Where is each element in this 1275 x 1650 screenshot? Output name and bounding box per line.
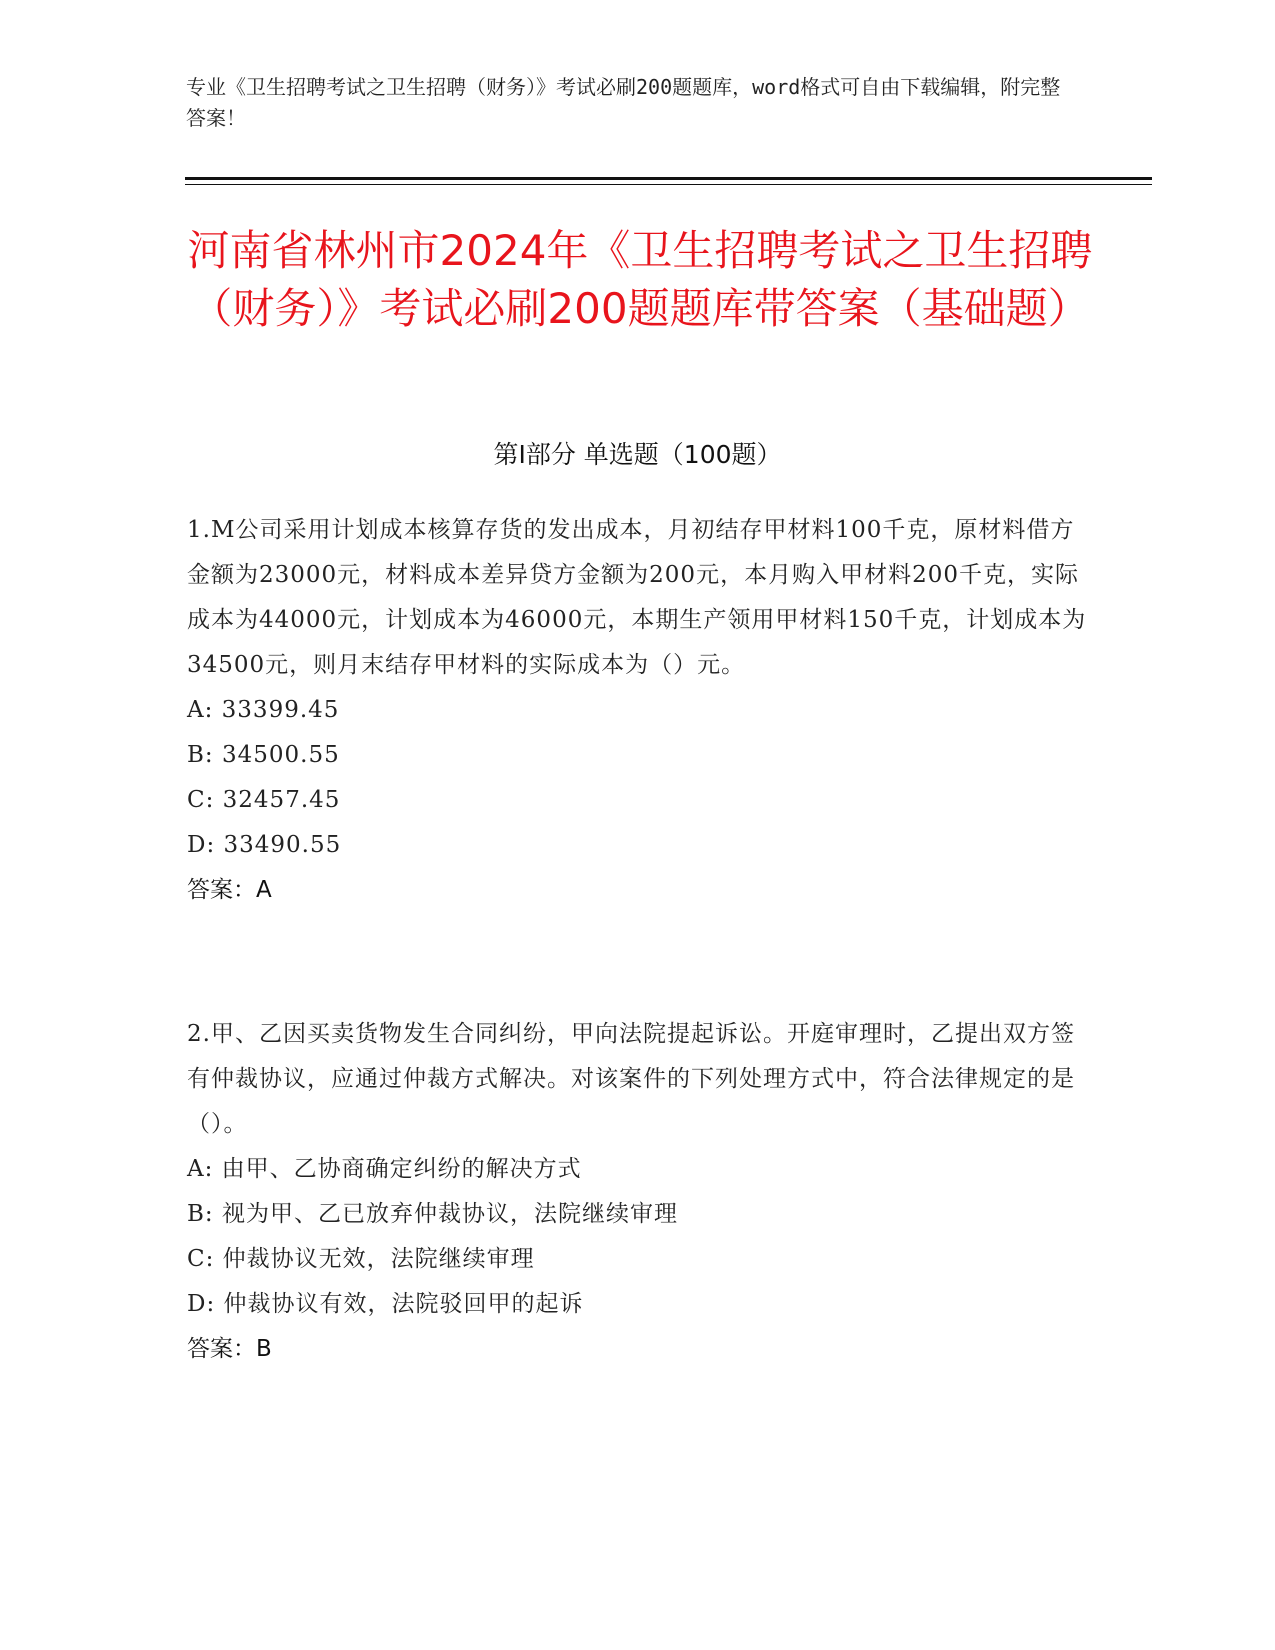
document-title: 河南省林州市2024年《卫生招聘考试之卫生招聘（财务）》考试必刷200题题库带答案（基础题）: [187, 226, 1093, 333]
option-d: D: 33490.55: [187, 832, 342, 858]
header-divider-thick: [185, 177, 1152, 180]
option-d: D: 仲裁协议有效，法院驳回甲的起诉: [187, 1291, 584, 1317]
answer: 答案：B: [187, 1336, 272, 1362]
question-stem: 2.甲、乙因买卖货物发生合同纠纷，甲向法院提起诉讼。开庭审理时，乙提出双方签有仲裁协议，应通过仲裁方式解决。对该案件的下列处理方式中，符合法律规定的是（）。: [187, 1021, 1075, 1137]
option-c: C: 仲裁协议无效，法院继续审理: [187, 1246, 535, 1272]
option-a: A: 33399.45: [187, 697, 340, 723]
header-note: 专业《卫生招聘考试之卫生招聘（财务）》考试必刷200题题库，word格式可自由下载编辑，附完整答案！: [186, 75, 1061, 130]
header-divider-thin: [185, 184, 1152, 185]
section-heading: 第Ⅰ部分 单选题（100题）: [493, 440, 782, 469]
option-c: C: 32457.45: [187, 787, 341, 813]
option-a: A: 由甲、乙协商确定纠纷的解决方式: [187, 1156, 582, 1182]
question-stem: 1.M公司采用计划成本核算存货的发出成本，月初结存甲材料100千克，原材料借方金额为23000元，材料成本差异贷方金额为200元，本月购入甲材料200千克，实际成本为44000元，计划成本为46000元，本期生产领用甲材料150千克，计划成本为34500元，则月末结存甲材料的实际成本为（）元。: [187, 517, 1087, 678]
option-b: B: 视为甲、乙已放弃仲裁协议，法院继续审理: [187, 1201, 678, 1227]
answer: 答案：A: [187, 877, 272, 903]
question-2: [187, 1012, 1087, 1372]
option-b: B: 34500.55: [187, 742, 340, 768]
question-1: [187, 508, 1087, 913]
